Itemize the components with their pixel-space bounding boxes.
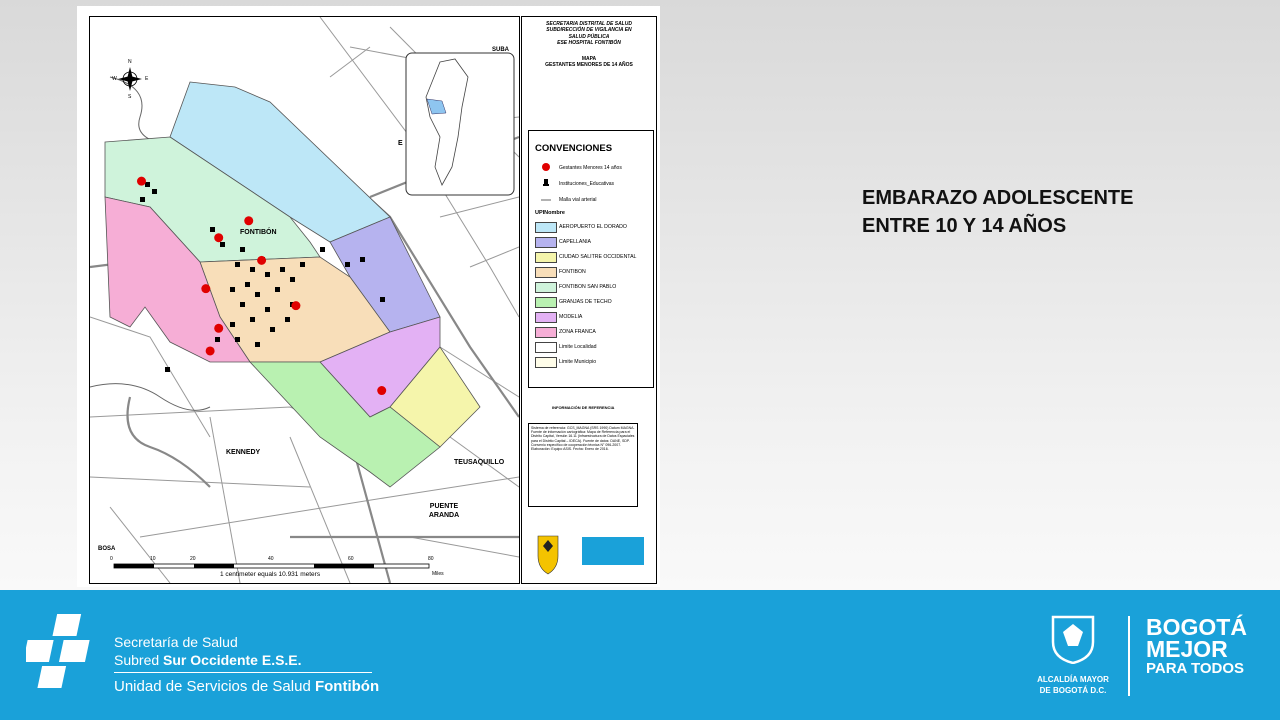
pregnancy-point [206,346,215,355]
map-svg [90,17,519,583]
north-arrow [118,67,142,91]
legend-label: Limite Municipio [559,359,597,365]
compass-w: W [112,76,117,82]
scale-note: 1 centimeter equals 10.931 meters [220,571,321,578]
footer-line1: Secretaría de Salud [114,634,238,650]
legend-label: ZONA FRANCA [559,329,596,335]
map-figure [77,6,660,587]
bogota-mejor-logo [582,537,644,565]
bogota-mejor-text: BOGOTÁ MEJOR PARA TODOS [1146,614,1247,677]
pregnancy-point [214,324,223,333]
legend-label: FONTIBON SAN PABLO [559,284,617,290]
legend-label: CIUDAD SALITRE OCCIDENTAL [559,254,637,260]
label-suba: SUBA [492,47,510,53]
scale-bar [114,564,429,568]
inset-map [406,53,514,195]
reference-title: INFORMACIÓN DE REFERENCIA [552,405,615,410]
legend-label: FONTIBON [559,269,586,275]
alcaldia-shield-icon [1048,614,1098,664]
legend-swatch [535,297,557,308]
pregnancy-point [257,256,266,265]
legend-swatch [535,222,557,233]
pregnancy-point [244,216,253,225]
pregnancy-point [201,284,210,293]
legend-label: GRANJAS DE TECHO [559,299,612,305]
footer-banner [0,590,1280,720]
legend-label: Limite Localidad [559,344,597,350]
legend-upz-title: UPINombre [535,210,565,216]
legend-roads: Malla vial arterial [559,197,597,203]
legend-swatch [535,342,557,353]
pregnancy-point [137,177,146,186]
label-bosa: BOSA [98,546,116,552]
logo-divider [1128,616,1130,696]
map-legend-panel [521,16,657,584]
reference-box: Sistema de referencia: GCS_MAGNA (SRS 1990) Datum MAGNA. Fuente de información cartográfica: Mapa de Referencia para el Distrito Capital, Versión 16.11 (Infraestructura de Datos Espaciales para el Distrito Capital – IDECA). Fuente de datos: DANE, SDP. Convenio específico de cooperación técnica N° 096-2007. Elaboración: Equipo ASIS. Fecha: Enero de 2016. [528,423,638,507]
map-header: SECRETARIA DISTRITAL DE SALUD SUBDIRECCIÓN DE VIGILANCIA EN SALUD PÚBLICA ESE HOSPITAL FONTIBÓN MAPA GESTANTES MENORES DE 14 AÑOS [545,21,633,69]
slide-title: EMBARAZO ADOLESCENTE ENTRE 10 Y 14 AÑOS [862,187,1134,237]
map-canvas: SUBA E FONTIBÓN KENNEDY TEUSAQUILLO PUENTE ARANDA BOSA N S W E 0 10 20 40 60 80 Miles 1 centimeter equals 10.931 meters [89,16,520,584]
compass-e: E [145,76,149,82]
pregnancy-point [214,233,223,242]
legend-swatch [535,282,557,293]
legend-swatch [535,357,557,368]
label-kennedy: KENNEDY [226,449,261,456]
label-teusaquillo: TEUSAQUILLO [454,459,505,466]
label-puente-aranda: PUENTE ARANDA [428,503,460,519]
bogota-shield-icon [534,534,562,578]
legend-swatch [535,267,557,278]
legend-swatch [535,237,557,248]
legend-swatch [535,252,557,263]
compass-n: N [128,59,132,65]
legend-label: CAPELLANIA [559,239,592,245]
footer-line3: Unidad de Servicios de Salud Fontibón [114,678,380,695]
label-fontibon: FONTIBÓN [240,229,277,236]
health-cross-logo-icon [26,610,106,690]
legend-label: AEROPUERTO EL DORADO [559,224,627,230]
compass-s: S [128,94,132,100]
footer-line2: Subred Sur Occidente E.S.E. [114,652,302,668]
conventions-title: CONVENCIONES [535,143,613,154]
footer-divider [114,672,372,673]
legend-schools: Instituciones_Educativas [559,181,615,187]
legend-pregnancy: Gestantes Menores 14 años [559,165,622,171]
pregnancy-point [377,386,386,395]
pregnancy-point [291,301,300,310]
legend-swatch [535,312,557,323]
label-engativa: E [398,140,403,147]
conventions-legend [528,130,654,388]
legend-label: MODELIA [559,314,583,320]
legend-swatch [535,327,557,338]
alcaldia-text: ALCALDÍA MAYOR DE BOGOTÁ D.C. [1037,675,1109,695]
